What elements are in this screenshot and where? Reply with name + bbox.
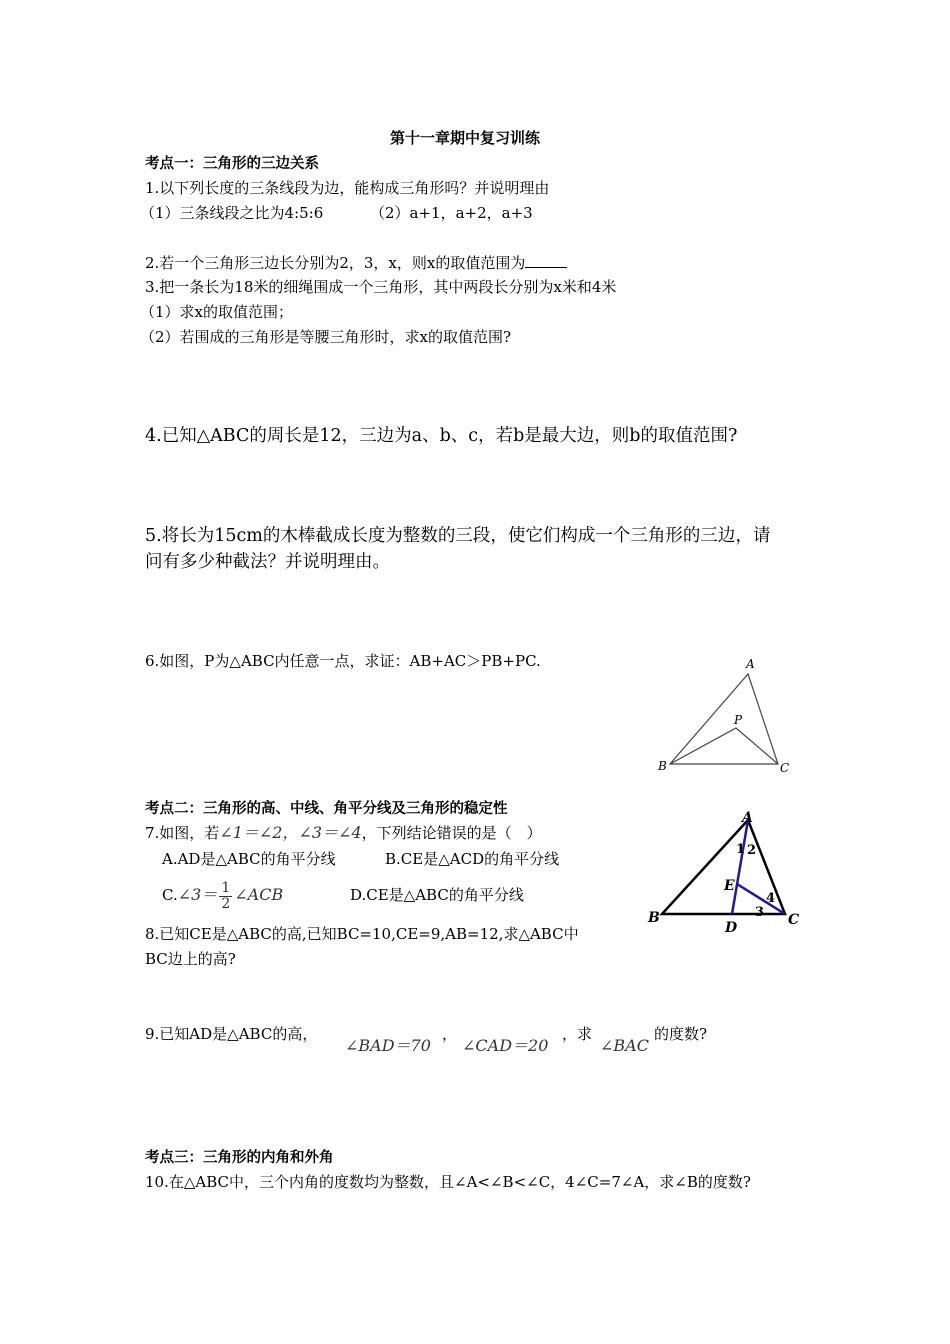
section-heading-2: 考点二：三角形的高、中线、角平分线及三角形的稳定性 — [145, 801, 508, 817]
option-c-angle-3: ∠3＝ — [177, 885, 218, 904]
option-c-angle-acb: ∠ACB — [234, 885, 284, 904]
option-c — [162, 875, 283, 915]
one-half-fraction — [219, 881, 232, 912]
question-8-line-1: 8.已知CE是△ABC的高,已知BC=10,CE=9,AB=12,求△ABC中 — [145, 925, 579, 943]
page-title: 第十一章期中复习训练 — [390, 129, 541, 147]
question-9-comma: ， — [442, 1025, 458, 1043]
vertex-a-label: A — [746, 657, 755, 671]
question-7-prefix: 7.如图，若 — [145, 824, 220, 842]
question-9-suffix: 的度数? — [654, 1025, 708, 1043]
section-heading-3: 考点三：三角形的内角和外角 — [145, 1150, 334, 1166]
point-d-label: D — [725, 920, 738, 936]
vertex-c-label: C — [788, 912, 800, 928]
triangle-abcp-figure — [650, 652, 810, 780]
question-1: 1.以下列长度的三条线段为边，能构成三角形吗？并说明理由 — [145, 179, 550, 197]
vertex-b-label: B — [648, 910, 660, 926]
question-2-text: 2.若一个三角形三边长分别为2，3，x，则x的取值范围为 — [145, 254, 526, 272]
question-6: 6.如图，P为△ABC内任意一点，求证：AB+AC＞PB+PC. — [145, 652, 541, 670]
question-8-line-2: BC边上的高? — [145, 950, 236, 968]
option-d: D.CE是△ABC的角平分线 — [350, 886, 524, 904]
question-9-ask: ，求 — [562, 1025, 593, 1043]
triangle-abcde-figure — [640, 806, 810, 936]
question-7-angle-conditions: ∠1＝∠2，∠3＝∠4 — [219, 823, 362, 842]
question-5-line-1: 5.将长为15cm的木棒截成长度为整数的三段，使它们构成一个三角形的三边，请 — [145, 526, 771, 546]
point-e-label: E — [724, 878, 735, 894]
question-3: 3.把一条长为18米的细绳围成一个三角形，其中两段长分别为x米和4米 — [145, 278, 617, 296]
point-p-label: P — [734, 713, 743, 727]
fraction-numerator: 1 — [221, 879, 231, 896]
section-heading-1: 考点一：三角形的三边关系 — [145, 156, 319, 172]
question-2 — [145, 253, 567, 273]
vertex-a-label: A — [742, 810, 753, 826]
question-5-line-2: 问有多少种截法？并说明理由。 — [145, 552, 390, 572]
answer-blank[interactable] — [525, 253, 567, 268]
option-b: B.CE是△ACD的角平分线 — [385, 850, 560, 868]
angle-4-label: 4 — [766, 891, 776, 906]
question-10: 10.在△ABC中，三个内角的度数均为整数，且∠A<∠B<∠C，4∠C=7∠A，求∠B的度数? — [145, 1173, 751, 1191]
question-3-part-1: （1）求x的取值范围； — [140, 303, 294, 321]
question-3-part-2: （2）若围成的三角形是等腰三角形时，求x的取值范围? — [140, 328, 512, 346]
angle-bac-expression: ∠BAC — [600, 1036, 649, 1055]
option-c-prefix: C. — [162, 886, 178, 904]
fraction-denominator: 2 — [221, 895, 231, 912]
angle-1-label: 1 — [736, 842, 746, 857]
angle-bad-expression: ∠BAD＝70 — [345, 1036, 431, 1055]
option-a: A.AD是△ABC的角平分线 — [162, 850, 336, 868]
question-1-part-1: （1）三条线段之比为4:5:6 — [140, 204, 324, 222]
question-9-text: 9.已知AD是△ABC的高， — [145, 1025, 318, 1043]
angle-cad-expression: ∠CAD＝20 — [462, 1036, 549, 1055]
question-7 — [145, 823, 542, 843]
vertex-b-label: B — [658, 759, 667, 773]
question-4: 4.已知△ABC的周长是12，三边为a、b、c，若b是最大边，则b的取值范围? — [145, 426, 738, 446]
vertex-c-label: C — [780, 761, 790, 775]
angle-3-label: 3 — [755, 905, 765, 920]
question-7-suffix: ，下列结论错误的是（ ） — [361, 824, 542, 842]
question-1-part-2: （2）a+1，a+2，a+3 — [370, 204, 533, 222]
angle-2-label: 2 — [747, 843, 757, 858]
